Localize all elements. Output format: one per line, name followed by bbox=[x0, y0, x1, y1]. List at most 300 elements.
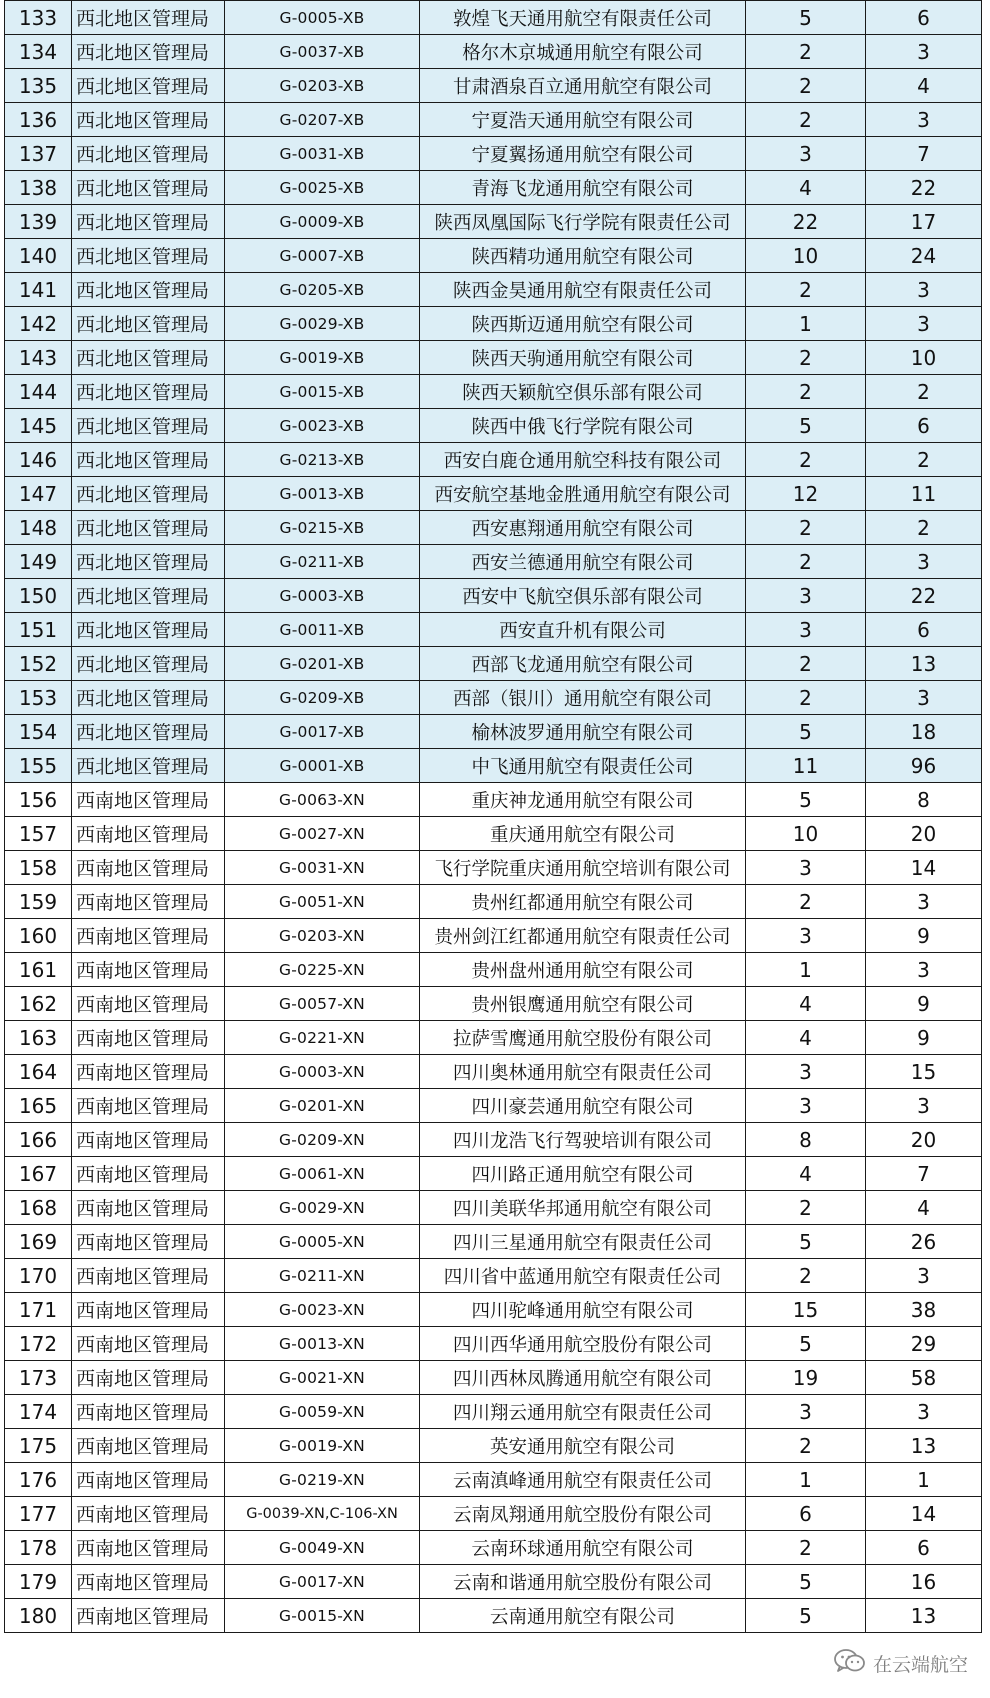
table-row bbox=[5, 1055, 982, 1089]
count-a-cell: 1 bbox=[746, 1463, 866, 1497]
certificate-number-cell: G-0019-XB bbox=[225, 341, 420, 375]
count-b-cell: 22 bbox=[866, 579, 982, 613]
certificate-number-cell: G-0031-XB bbox=[225, 137, 420, 171]
watermark bbox=[833, 1647, 968, 1680]
certificate-number-cell: G-0013-XN bbox=[225, 1327, 420, 1361]
table-row bbox=[5, 1327, 982, 1361]
authority-cell: 西南地区管理局 bbox=[72, 1395, 225, 1429]
authority-cell: 西北地区管理局 bbox=[72, 69, 225, 103]
company-name-cell: 四川豪芸通用航空有限公司 bbox=[420, 1089, 746, 1123]
company-name-cell: 四川美联华邦通用航空有限公司 bbox=[420, 1191, 746, 1225]
company-name-cell: 四川龙浩飞行驾驶培训有限公司 bbox=[420, 1123, 746, 1157]
authority-cell: 西北地区管理局 bbox=[72, 409, 225, 443]
count-a-cell: 5 bbox=[746, 1, 866, 35]
company-name-cell: 拉萨雪鹰通用航空股份有限公司 bbox=[420, 1021, 746, 1055]
company-name-cell: 陕西金昊通用航空有限责任公司 bbox=[420, 273, 746, 307]
count-a-cell: 4 bbox=[746, 987, 866, 1021]
count-b-cell: 3 bbox=[866, 307, 982, 341]
certificate-number-cell: G-0049-XN bbox=[225, 1531, 420, 1565]
table-row bbox=[5, 783, 982, 817]
authority-cell: 西北地区管理局 bbox=[72, 171, 225, 205]
row-number: 160 bbox=[5, 919, 72, 953]
row-number: 153 bbox=[5, 681, 72, 715]
row-number: 137 bbox=[5, 137, 72, 171]
count-a-cell: 10 bbox=[746, 817, 866, 851]
count-b-cell: 6 bbox=[866, 613, 982, 647]
authority-cell: 西南地区管理局 bbox=[72, 1225, 225, 1259]
count-a-cell: 15 bbox=[746, 1293, 866, 1327]
company-name-cell: 四川路正通用航空有限公司 bbox=[420, 1157, 746, 1191]
table-row bbox=[5, 851, 982, 885]
company-name-cell: 四川驼峰通用航空有限公司 bbox=[420, 1293, 746, 1327]
count-b-cell: 13 bbox=[866, 1429, 982, 1463]
count-a-cell: 4 bbox=[746, 1157, 866, 1191]
count-a-cell: 5 bbox=[746, 1225, 866, 1259]
count-a-cell: 3 bbox=[746, 1395, 866, 1429]
count-b-cell: 3 bbox=[866, 885, 982, 919]
certificate-number-cell: G-0063-XN bbox=[225, 783, 420, 817]
row-number: 142 bbox=[5, 307, 72, 341]
count-a-cell: 3 bbox=[746, 137, 866, 171]
authority-cell: 西北地区管理局 bbox=[72, 103, 225, 137]
count-b-cell: 7 bbox=[866, 1157, 982, 1191]
authority-cell: 西南地区管理局 bbox=[72, 1259, 225, 1293]
count-b-cell: 3 bbox=[866, 681, 982, 715]
row-number: 178 bbox=[5, 1531, 72, 1565]
company-name-cell: 敦煌飞天通用航空有限责任公司 bbox=[420, 1, 746, 35]
certificate-number-cell: G-0015-XN bbox=[225, 1599, 420, 1633]
count-b-cell: 3 bbox=[866, 103, 982, 137]
count-a-cell: 2 bbox=[746, 443, 866, 477]
table-row bbox=[5, 749, 982, 783]
certificate-number-cell: G-0027-XN bbox=[225, 817, 420, 851]
table-row bbox=[5, 103, 982, 137]
watermark-text: 在云端航空 bbox=[872, 1654, 968, 1676]
table-row bbox=[5, 715, 982, 749]
row-number: 177 bbox=[5, 1497, 72, 1531]
table-row bbox=[5, 1123, 982, 1157]
company-name-cell: 陕西天驹通用航空有限公司 bbox=[420, 341, 746, 375]
table-row bbox=[5, 477, 982, 511]
company-name-cell: 西安航空基地金胜通用航空有限公司 bbox=[420, 477, 746, 511]
count-b-cell: 20 bbox=[866, 817, 982, 851]
certificate-number-cell: G-0209-XN bbox=[225, 1123, 420, 1157]
table-row bbox=[5, 817, 982, 851]
count-b-cell: 26 bbox=[866, 1225, 982, 1259]
row-number: 170 bbox=[5, 1259, 72, 1293]
count-a-cell: 4 bbox=[746, 171, 866, 205]
company-name-cell: 陕西中俄飞行学院有限公司 bbox=[420, 409, 746, 443]
table-row bbox=[5, 375, 982, 409]
company-name-cell: 云南通用航空有限公司 bbox=[420, 1599, 746, 1633]
certificate-number-cell: G-0031-XN bbox=[225, 851, 420, 885]
count-b-cell: 11 bbox=[866, 477, 982, 511]
row-number: 175 bbox=[5, 1429, 72, 1463]
company-name-cell: 四川翔云通用航空有限责任公司 bbox=[420, 1395, 746, 1429]
count-b-cell: 15 bbox=[866, 1055, 982, 1089]
row-number: 157 bbox=[5, 817, 72, 851]
authority-cell: 西北地区管理局 bbox=[72, 341, 225, 375]
authority-cell: 西北地区管理局 bbox=[72, 477, 225, 511]
authority-cell: 西南地区管理局 bbox=[72, 919, 225, 953]
count-b-cell: 13 bbox=[866, 647, 982, 681]
company-name-cell: 贵州盘州通用航空有限公司 bbox=[420, 953, 746, 987]
authority-cell: 西北地区管理局 bbox=[72, 749, 225, 783]
row-number: 136 bbox=[5, 103, 72, 137]
count-a-cell: 3 bbox=[746, 613, 866, 647]
count-b-cell: 7 bbox=[866, 137, 982, 171]
table-row bbox=[5, 1293, 982, 1327]
row-number: 134 bbox=[5, 35, 72, 69]
count-b-cell: 58 bbox=[866, 1361, 982, 1395]
certificate-number-cell: G-0001-XB bbox=[225, 749, 420, 783]
count-a-cell: 2 bbox=[746, 69, 866, 103]
table-row bbox=[5, 1565, 982, 1599]
company-name-cell: 英安通用航空有限公司 bbox=[420, 1429, 746, 1463]
row-number: 164 bbox=[5, 1055, 72, 1089]
company-name-cell: 四川三星通用航空有限责任公司 bbox=[420, 1225, 746, 1259]
certificate-number-cell: G-0219-XN bbox=[225, 1463, 420, 1497]
certificate-number-cell: G-0211-XB bbox=[225, 545, 420, 579]
authority-cell: 西南地区管理局 bbox=[72, 1497, 225, 1531]
count-b-cell: 38 bbox=[866, 1293, 982, 1327]
count-b-cell: 3 bbox=[866, 545, 982, 579]
row-number: 172 bbox=[5, 1327, 72, 1361]
count-b-cell: 14 bbox=[866, 1497, 982, 1531]
row-number: 174 bbox=[5, 1395, 72, 1429]
company-name-cell: 贵州银鹰通用航空有限公司 bbox=[420, 987, 746, 1021]
company-name-cell: 榆林波罗通用航空有限公司 bbox=[420, 715, 746, 749]
authority-cell: 西北地区管理局 bbox=[72, 579, 225, 613]
row-number: 166 bbox=[5, 1123, 72, 1157]
count-b-cell: 13 bbox=[866, 1599, 982, 1633]
authority-cell: 西南地区管理局 bbox=[72, 953, 225, 987]
certificate-number-cell: G-0061-XN bbox=[225, 1157, 420, 1191]
table-row bbox=[5, 307, 982, 341]
company-name-cell: 宁夏翼扬通用航空有限公司 bbox=[420, 137, 746, 171]
count-b-cell: 9 bbox=[866, 1021, 982, 1055]
certificate-number-cell: G-0203-XN bbox=[225, 919, 420, 953]
count-a-cell: 5 bbox=[746, 409, 866, 443]
company-name-cell: 四川奥林通用航空有限责任公司 bbox=[420, 1055, 746, 1089]
row-number: 167 bbox=[5, 1157, 72, 1191]
operator-table bbox=[4, 0, 982, 1633]
count-b-cell: 2 bbox=[866, 511, 982, 545]
certificate-number-cell: G-0221-XN bbox=[225, 1021, 420, 1055]
certificate-number-cell: G-0203-XB bbox=[225, 69, 420, 103]
row-number: 165 bbox=[5, 1089, 72, 1123]
count-b-cell: 24 bbox=[866, 239, 982, 273]
row-number: 154 bbox=[5, 715, 72, 749]
company-name-cell: 中飞通用航空有限责任公司 bbox=[420, 749, 746, 783]
table-row bbox=[5, 1531, 982, 1565]
count-b-cell: 4 bbox=[866, 1191, 982, 1225]
table-row bbox=[5, 273, 982, 307]
table-row bbox=[5, 953, 982, 987]
count-a-cell: 8 bbox=[746, 1123, 866, 1157]
certificate-number-cell: G-0017-XB bbox=[225, 715, 420, 749]
row-number: 159 bbox=[5, 885, 72, 919]
certificate-number-cell: G-0039-XN,C-106-XN bbox=[225, 1497, 420, 1531]
certificate-number-cell: G-0051-XN bbox=[225, 885, 420, 919]
row-number: 144 bbox=[5, 375, 72, 409]
certificate-number-cell: G-0057-XN bbox=[225, 987, 420, 1021]
authority-cell: 西南地区管理局 bbox=[72, 987, 225, 1021]
table-row bbox=[5, 1497, 982, 1531]
company-name-cell: 西部（银川）通用航空有限公司 bbox=[420, 681, 746, 715]
row-number: 150 bbox=[5, 579, 72, 613]
row-number: 173 bbox=[5, 1361, 72, 1395]
row-number: 169 bbox=[5, 1225, 72, 1259]
certificate-number-cell: G-0021-XN bbox=[225, 1361, 420, 1395]
table-row bbox=[5, 443, 982, 477]
authority-cell: 西北地区管理局 bbox=[72, 35, 225, 69]
authority-cell: 西南地区管理局 bbox=[72, 1123, 225, 1157]
company-name-cell: 甘肃酒泉百立通用航空有限公司 bbox=[420, 69, 746, 103]
table-row bbox=[5, 171, 982, 205]
count-a-cell: 3 bbox=[746, 851, 866, 885]
row-number: 147 bbox=[5, 477, 72, 511]
row-number: 163 bbox=[5, 1021, 72, 1055]
company-name-cell: 宁夏浩天通用航空有限公司 bbox=[420, 103, 746, 137]
row-number: 156 bbox=[5, 783, 72, 817]
table-row bbox=[5, 919, 982, 953]
count-b-cell: 2 bbox=[866, 375, 982, 409]
table-row bbox=[5, 613, 982, 647]
certificate-number-cell: G-0005-XN bbox=[225, 1225, 420, 1259]
authority-cell: 西南地区管理局 bbox=[72, 1055, 225, 1089]
certificate-number-cell: G-0003-XN bbox=[225, 1055, 420, 1089]
row-number: 171 bbox=[5, 1293, 72, 1327]
authority-cell: 西北地区管理局 bbox=[72, 715, 225, 749]
authority-cell: 西北地区管理局 bbox=[72, 647, 225, 681]
count-a-cell: 5 bbox=[746, 783, 866, 817]
table-row bbox=[5, 1395, 982, 1429]
count-a-cell: 2 bbox=[746, 681, 866, 715]
count-a-cell: 2 bbox=[746, 1531, 866, 1565]
count-b-cell: 6 bbox=[866, 1, 982, 35]
table-row bbox=[5, 1191, 982, 1225]
authority-cell: 西南地区管理局 bbox=[72, 1599, 225, 1633]
count-a-cell: 5 bbox=[746, 715, 866, 749]
count-b-cell: 4 bbox=[866, 69, 982, 103]
count-b-cell: 3 bbox=[866, 273, 982, 307]
count-a-cell: 22 bbox=[746, 205, 866, 239]
count-b-cell: 3 bbox=[866, 35, 982, 69]
certificate-number-cell: G-0201-XN bbox=[225, 1089, 420, 1123]
count-a-cell: 1 bbox=[746, 307, 866, 341]
certificate-number-cell: G-0209-XB bbox=[225, 681, 420, 715]
authority-cell: 西南地区管理局 bbox=[72, 1191, 225, 1225]
table-row bbox=[5, 1157, 982, 1191]
authority-cell: 西南地区管理局 bbox=[72, 1531, 225, 1565]
count-b-cell: 2 bbox=[866, 443, 982, 477]
certificate-number-cell: G-0211-XN bbox=[225, 1259, 420, 1293]
company-name-cell: 西安兰德通用航空有限公司 bbox=[420, 545, 746, 579]
table-row bbox=[5, 579, 982, 613]
count-a-cell: 2 bbox=[746, 511, 866, 545]
authority-cell: 西南地区管理局 bbox=[72, 1293, 225, 1327]
count-a-cell: 2 bbox=[746, 273, 866, 307]
certificate-number-cell: G-0025-XB bbox=[225, 171, 420, 205]
certificate-number-cell: G-0005-XB bbox=[225, 1, 420, 35]
authority-cell: 西南地区管理局 bbox=[72, 885, 225, 919]
count-a-cell: 2 bbox=[746, 1429, 866, 1463]
table-row bbox=[5, 1463, 982, 1497]
authority-cell: 西北地区管理局 bbox=[72, 239, 225, 273]
authority-cell: 西南地区管理局 bbox=[72, 1157, 225, 1191]
certificate-number-cell: G-0205-XB bbox=[225, 273, 420, 307]
company-name-cell: 重庆神龙通用航空有限公司 bbox=[420, 783, 746, 817]
row-number: 158 bbox=[5, 851, 72, 885]
count-a-cell: 12 bbox=[746, 477, 866, 511]
count-b-cell: 20 bbox=[866, 1123, 982, 1157]
table-row bbox=[5, 1429, 982, 1463]
count-b-cell: 17 bbox=[866, 205, 982, 239]
count-a-cell: 2 bbox=[746, 885, 866, 919]
count-b-cell: 6 bbox=[866, 1531, 982, 1565]
authority-cell: 西南地区管理局 bbox=[72, 851, 225, 885]
company-name-cell: 四川省中蓝通用航空有限责任公司 bbox=[420, 1259, 746, 1293]
company-name-cell: 贵州红都通用航空有限公司 bbox=[420, 885, 746, 919]
count-b-cell: 1 bbox=[866, 1463, 982, 1497]
certificate-number-cell: G-0059-XN bbox=[225, 1395, 420, 1429]
certificate-number-cell: G-0201-XB bbox=[225, 647, 420, 681]
company-name-cell: 西安中飞航空俱乐部有限公司 bbox=[420, 579, 746, 613]
table-row bbox=[5, 1089, 982, 1123]
count-a-cell: 3 bbox=[746, 1089, 866, 1123]
table-row bbox=[5, 987, 982, 1021]
count-b-cell: 3 bbox=[866, 1089, 982, 1123]
authority-cell: 西南地区管理局 bbox=[72, 1021, 225, 1055]
authority-cell: 西南地区管理局 bbox=[72, 1429, 225, 1463]
count-b-cell: 22 bbox=[866, 171, 982, 205]
certificate-number-cell: G-0013-XB bbox=[225, 477, 420, 511]
count-a-cell: 5 bbox=[746, 1599, 866, 1633]
certificate-number-cell: G-0207-XB bbox=[225, 103, 420, 137]
table-row bbox=[5, 885, 982, 919]
table-row bbox=[5, 409, 982, 443]
certificate-number-cell: G-0029-XN bbox=[225, 1191, 420, 1225]
table-row bbox=[5, 205, 982, 239]
operator-table-body bbox=[5, 1, 982, 1633]
row-number: 139 bbox=[5, 205, 72, 239]
authority-cell: 西南地区管理局 bbox=[72, 1565, 225, 1599]
table-row bbox=[5, 545, 982, 579]
count-b-cell: 9 bbox=[866, 919, 982, 953]
company-name-cell: 陕西精功通用航空有限公司 bbox=[420, 239, 746, 273]
count-b-cell: 14 bbox=[866, 851, 982, 885]
count-a-cell: 3 bbox=[746, 919, 866, 953]
count-a-cell: 2 bbox=[746, 647, 866, 681]
company-name-cell: 西安直升机有限公司 bbox=[420, 613, 746, 647]
company-name-cell: 陕西斯迈通用航空有限公司 bbox=[420, 307, 746, 341]
count-b-cell: 8 bbox=[866, 783, 982, 817]
table-row bbox=[5, 681, 982, 715]
table-row bbox=[5, 1259, 982, 1293]
row-number: 152 bbox=[5, 647, 72, 681]
certificate-number-cell: G-0017-XN bbox=[225, 1565, 420, 1599]
authority-cell: 西北地区管理局 bbox=[72, 307, 225, 341]
count-a-cell: 6 bbox=[746, 1497, 866, 1531]
row-number: 135 bbox=[5, 69, 72, 103]
authority-cell: 西南地区管理局 bbox=[72, 817, 225, 851]
company-name-cell: 西安白鹿仓通用航空科技有限公司 bbox=[420, 443, 746, 477]
company-name-cell: 飞行学院重庆通用航空培训有限公司 bbox=[420, 851, 746, 885]
company-name-cell: 格尔木京城通用航空有限公司 bbox=[420, 35, 746, 69]
count-b-cell: 16 bbox=[866, 1565, 982, 1599]
company-name-cell: 云南凤翔通用航空股份有限公司 bbox=[420, 1497, 746, 1531]
row-number: 155 bbox=[5, 749, 72, 783]
count-a-cell: 2 bbox=[746, 545, 866, 579]
certificate-number-cell: G-0225-XN bbox=[225, 953, 420, 987]
row-number: 138 bbox=[5, 171, 72, 205]
certificate-number-cell: G-0015-XB bbox=[225, 375, 420, 409]
company-name-cell: 青海飞龙通用航空有限公司 bbox=[420, 171, 746, 205]
count-a-cell: 11 bbox=[746, 749, 866, 783]
count-a-cell: 2 bbox=[746, 1259, 866, 1293]
table-row bbox=[5, 137, 982, 171]
row-number: 145 bbox=[5, 409, 72, 443]
authority-cell: 西北地区管理局 bbox=[72, 205, 225, 239]
table-row bbox=[5, 239, 982, 273]
company-name-cell: 西部飞龙通用航空有限公司 bbox=[420, 647, 746, 681]
operator-table-container bbox=[4, 0, 981, 1633]
company-name-cell: 云南和谐通用航空股份有限公司 bbox=[420, 1565, 746, 1599]
row-number: 133 bbox=[5, 1, 72, 35]
count-a-cell: 1 bbox=[746, 953, 866, 987]
authority-cell: 西南地区管理局 bbox=[72, 1463, 225, 1497]
company-name-cell: 云南滇峰通用航空有限责任公司 bbox=[420, 1463, 746, 1497]
row-number: 162 bbox=[5, 987, 72, 1021]
count-a-cell: 19 bbox=[746, 1361, 866, 1395]
company-name-cell: 陕西天颖航空俱乐部有限公司 bbox=[420, 375, 746, 409]
count-b-cell: 3 bbox=[866, 1259, 982, 1293]
row-number: 140 bbox=[5, 239, 72, 273]
count-a-cell: 2 bbox=[746, 103, 866, 137]
authority-cell: 西北地区管理局 bbox=[72, 681, 225, 715]
company-name-cell: 重庆通用航空有限公司 bbox=[420, 817, 746, 851]
authority-cell: 西北地区管理局 bbox=[72, 443, 225, 477]
count-b-cell: 18 bbox=[866, 715, 982, 749]
table-row bbox=[5, 1021, 982, 1055]
count-a-cell: 4 bbox=[746, 1021, 866, 1055]
count-a-cell: 2 bbox=[746, 1191, 866, 1225]
certificate-number-cell: G-0011-XB bbox=[225, 613, 420, 647]
company-name-cell: 贵州剑江红都通用航空有限责任公司 bbox=[420, 919, 746, 953]
table-row bbox=[5, 1225, 982, 1259]
count-b-cell: 3 bbox=[866, 1395, 982, 1429]
authority-cell: 西北地区管理局 bbox=[72, 1, 225, 35]
authority-cell: 西北地区管理局 bbox=[72, 545, 225, 579]
count-a-cell: 3 bbox=[746, 1055, 866, 1089]
certificate-number-cell: G-0215-XB bbox=[225, 511, 420, 545]
authority-cell: 西北地区管理局 bbox=[72, 511, 225, 545]
count-a-cell: 2 bbox=[746, 375, 866, 409]
count-a-cell: 2 bbox=[746, 35, 866, 69]
wechat-icon bbox=[833, 1647, 867, 1680]
certificate-number-cell: G-0007-XB bbox=[225, 239, 420, 273]
table-row bbox=[5, 1361, 982, 1395]
table-row bbox=[5, 511, 982, 545]
row-number: 179 bbox=[5, 1565, 72, 1599]
company-name-cell: 四川西林凤腾通用航空有限公司 bbox=[420, 1361, 746, 1395]
authority-cell: 西南地区管理局 bbox=[72, 1089, 225, 1123]
company-name-cell: 四川西华通用航空股份有限公司 bbox=[420, 1327, 746, 1361]
authority-cell: 西北地区管理局 bbox=[72, 375, 225, 409]
count-a-cell: 3 bbox=[746, 579, 866, 613]
certificate-number-cell: G-0213-XB bbox=[225, 443, 420, 477]
